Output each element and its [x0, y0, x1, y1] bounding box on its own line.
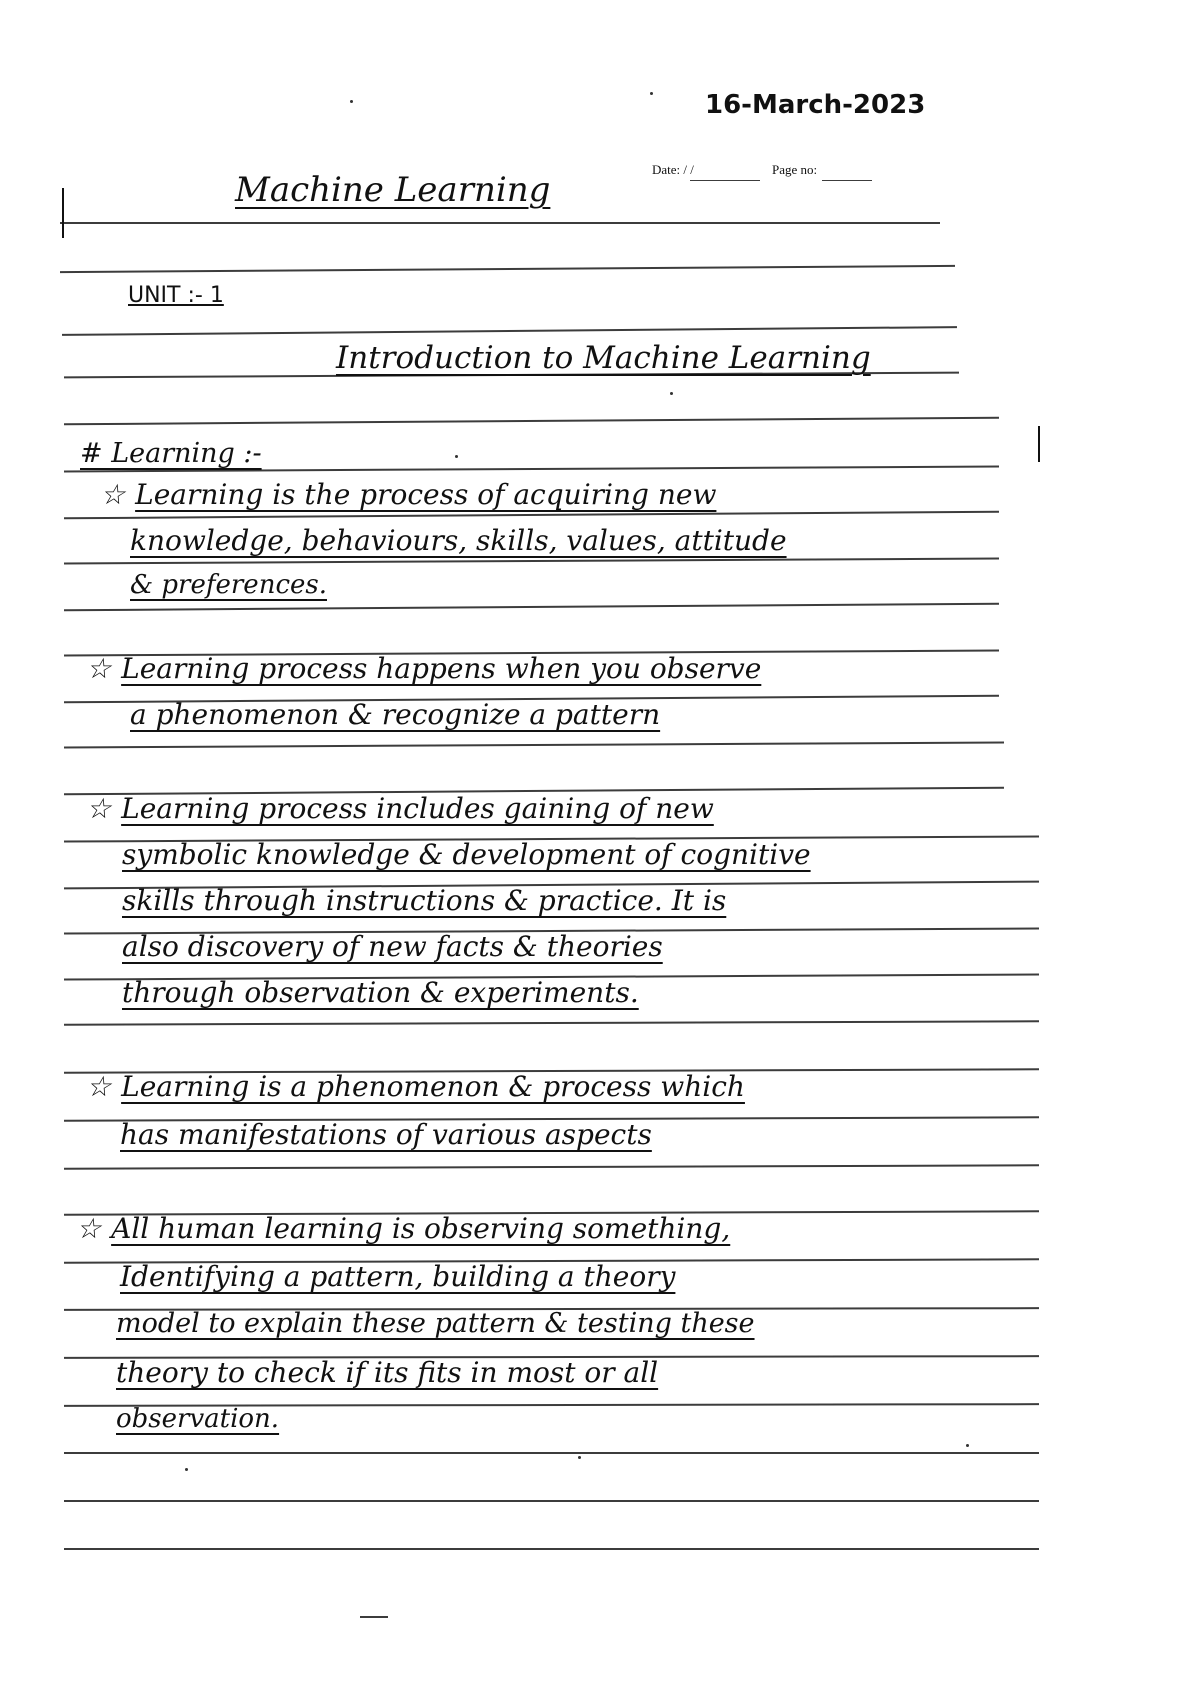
bullet-line	[76, 1212, 730, 1245]
star-bullet-icon: ☆	[100, 478, 126, 511]
paper-speck	[966, 1444, 969, 1447]
point-text: also discovery of new facts & theories	[122, 930, 663, 963]
point-text: a phenomenon & recognize a pattern	[130, 698, 661, 731]
ruled-line	[64, 558, 999, 565]
ruled-line	[64, 1164, 1039, 1169]
ruled-line	[64, 1452, 1039, 1454]
point-text: Learning process happens when you observe	[121, 652, 762, 685]
page-bottom-mark	[360, 1616, 388, 1618]
point-text: has manifestations of various aspects	[120, 1118, 652, 1151]
ruled-line	[60, 222, 940, 224]
page-number-label: Page no:	[772, 162, 818, 177]
star-bullet-icon: ☆	[86, 652, 112, 685]
paper-speck	[350, 100, 353, 103]
point-text: Learning is the process of acquiring new	[135, 478, 717, 511]
ruled-line	[64, 1500, 1039, 1502]
star-bullet-icon: ☆	[86, 792, 112, 825]
paper-speck	[650, 92, 653, 95]
unit-label: UNIT :- 1	[128, 283, 224, 308]
ruled-line	[62, 326, 957, 336]
paper-speck	[578, 1456, 581, 1459]
bullet-line	[86, 652, 761, 685]
ruled-line	[64, 1020, 1039, 1025]
star-bullet-icon: ☆	[86, 1070, 112, 1103]
ruled-line	[64, 742, 1004, 749]
ruled-line	[60, 265, 955, 273]
point-text: All human learning is observing something,	[111, 1212, 731, 1245]
ruled-line	[64, 1548, 1039, 1550]
ruled-line	[64, 511, 999, 520]
point-text: Learning process includes gaining of new	[121, 792, 714, 825]
paper-speck	[185, 1468, 188, 1471]
date-underline	[690, 180, 760, 181]
section-heading: # Learning :-	[80, 438, 262, 469]
point-text: Identifying a pattern, building a theory	[120, 1260, 676, 1293]
point-text: Learning is a phenomenon & process which	[121, 1070, 745, 1103]
margin-mark	[1038, 426, 1040, 462]
point-text: knowledge, behaviours, skills, values, attitude	[130, 524, 787, 557]
star-bullet-icon: ☆	[76, 1212, 102, 1245]
point-text: model to explain these pattern & testing these	[116, 1308, 755, 1339]
point-text: symbolic knowledge & development of cognitive	[122, 838, 811, 871]
point-text: skills through instructions & practice. It is	[122, 884, 727, 917]
point-text: through observation & experiments.	[122, 976, 639, 1009]
date-label: Date: / /	[652, 162, 694, 177]
bullet-line	[100, 478, 716, 511]
ruled-line	[64, 603, 999, 612]
paper-speck	[455, 455, 458, 458]
margin-mark	[62, 188, 64, 238]
paper-speck	[670, 392, 673, 395]
ruled-line	[64, 417, 999, 426]
bullet-line	[86, 1070, 745, 1103]
point-text: theory to check if its fits in most or all	[116, 1356, 659, 1389]
written-date: 16-March-2023	[705, 90, 926, 120]
point-text: observation.	[116, 1404, 280, 1434]
topic-heading: Introduction to Machine Learning	[336, 340, 871, 376]
point-text: & preferences.	[130, 570, 327, 600]
page-number-underline	[822, 180, 872, 181]
bullet-line	[86, 792, 714, 825]
page-title: Machine Learning	[235, 170, 551, 210]
